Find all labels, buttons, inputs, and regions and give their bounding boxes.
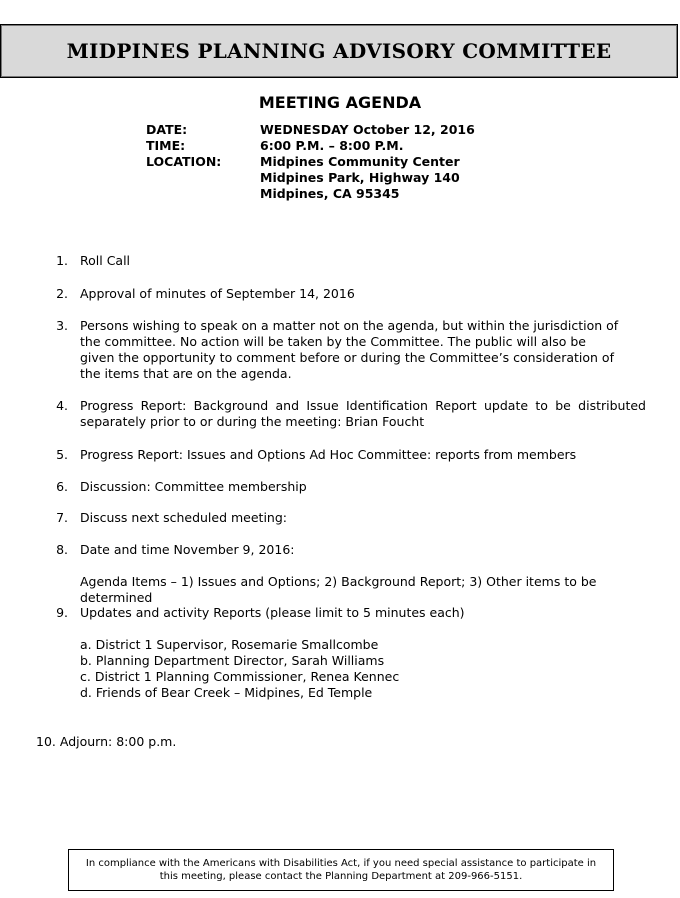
page-title: MIDPINES PLANNING ADVISORY COMMITTEE <box>66 39 612 63</box>
item-number: 7. <box>56 510 68 525</box>
item-number: 1. <box>56 253 68 268</box>
header-banner <box>0 24 678 78</box>
sub-item: d. Friends of Bear Creek – Midpines, Ed Temple <box>80 685 373 700</box>
item-text: Adjourn: 8:00 p.m. <box>59 734 177 749</box>
meeting-details <box>146 122 475 202</box>
item-number: 8. <box>56 542 68 557</box>
item-text: Progress Report: Background and Issue Identification Report update to be distributed separately prior to or during the meeting: Brian Foucht <box>80 398 646 429</box>
time-value: 6:00 P.M. – 8:00 P.M. <box>260 138 404 153</box>
location-label: LOCATION: <box>146 154 222 169</box>
item-number: 3. <box>56 318 68 333</box>
ada-notice-text: In compliance with the Americans with Disabilities Act, if you need special assistance to participate in this meeting, please contact the Planning Department at 209-966-5151. <box>85 858 597 882</box>
item-number: 2. <box>56 286 68 301</box>
agenda-subtitle: MEETING AGENDA <box>258 93 422 112</box>
item-text: Persons wishing to speak on a matter not on the agenda, but within the jurisdiction of the committee. No action will be taken by the Committee. The public will also be given the opportunity to comment before or during the Committee’s consideration of the items that are on the agenda. <box>80 318 619 381</box>
item-text: Updates and activity Reports (please limit to 5 minutes each) <box>80 605 465 620</box>
location-row <box>146 154 475 202</box>
item-number: 6. <box>56 479 68 494</box>
item-number: 10. <box>36 734 56 749</box>
location-line-3: Midpines, CA 95345 <box>260 186 400 201</box>
date-row <box>146 122 475 138</box>
item-text: Discussion: Committee membership <box>80 479 307 494</box>
item-text: Progress Report: Issues and Options Ad Hoc Committee: reports from members <box>80 447 577 462</box>
location-value <box>260 154 460 202</box>
sub-item: b. Planning Department Director, Sarah Williams <box>80 653 385 668</box>
date-label: DATE: <box>146 122 188 137</box>
ada-notice <box>68 849 614 891</box>
item-text: Discuss next scheduled meeting: <box>80 510 287 525</box>
item-text: Roll Call <box>80 253 131 268</box>
item-text: Date and time November 9, 2016: <box>80 542 295 557</box>
item-subtext: Agenda Items – 1) Issues and Options; 2) Background Report; 3) Other items to be determined <box>80 574 597 605</box>
item-text: Approval of minutes of September 14, 2016 <box>80 286 355 301</box>
item-number: 9. <box>56 605 68 620</box>
time-row <box>146 138 475 154</box>
item-number: 4. <box>56 398 68 413</box>
item-number: 5. <box>56 447 68 462</box>
time-label: TIME: <box>146 138 186 153</box>
sub-item: a. District 1 Supervisor, Rosemarie Smallcombe <box>80 637 379 652</box>
sub-item: c. District 1 Planning Commissioner, Renea Kennec <box>80 669 400 684</box>
location-line-2: Midpines Park, Highway 140 <box>260 170 460 185</box>
location-line-1: Midpines Community Center <box>260 154 460 169</box>
agenda-item-10 <box>36 734 176 750</box>
date-value: WEDNESDAY October 12, 2016 <box>260 122 475 137</box>
